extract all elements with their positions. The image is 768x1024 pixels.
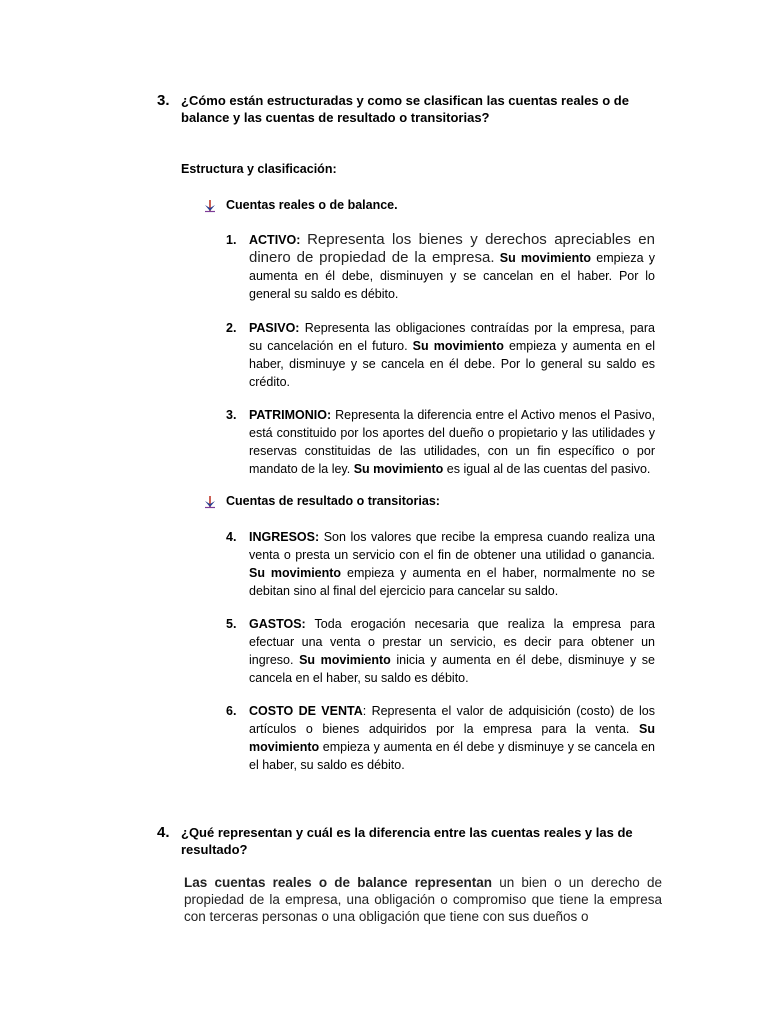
item-term: GASTOS: [249, 617, 306, 631]
item-number: 2. [226, 321, 237, 335]
arrow-bullet-icon [203, 199, 217, 213]
movement-label: Su movimiento [299, 653, 391, 667]
item-term: ACTIVO: [249, 233, 301, 247]
item-body [249, 528, 655, 600]
bullet-label: Cuentas reales o de balance. [226, 198, 398, 212]
item-movement: empieza y aumenta en él debe y disminuye y se cancela en el haber, su saldo es débito. [249, 740, 655, 772]
item-term: PASIVO: [249, 321, 300, 335]
item-description: Representa los bienes y derechos apreciables en dinero de propiedad de la empresa. [249, 231, 655, 266]
item-description: Representa el valor de adquisición (costo) de los artículos o bienes adquiridos por la empresa para la venta. [249, 704, 656, 736]
structure-heading: Estructura y clasificación: [181, 162, 337, 176]
item-term: COSTO DE VENTA [249, 704, 363, 718]
question-number: 3. [157, 92, 170, 109]
item-number: 3. [226, 408, 237, 422]
item-body [249, 231, 655, 303]
item-description: Representa las obligaciones contraídas por la empresa, para su cancelación en el futuro. [249, 321, 655, 353]
item-movement: empieza y aumenta en él debe, disminuyen y se cancelan en el haber. Por lo general su saldo es débito. [249, 251, 655, 301]
item-body [249, 702, 655, 774]
question-text: ¿Qué representan y cuál es la diferencia entre las cuentas reales y las de resultado? [181, 825, 633, 857]
item-term: PATRIMONIO: [249, 408, 332, 422]
movement-label: Su movimiento [499, 251, 592, 265]
movement-label: Su movimiento [249, 722, 655, 754]
movement-label: Su movimiento [353, 462, 444, 476]
item-term-suffix: : [362, 704, 367, 718]
movement-label: Su movimiento [249, 566, 342, 580]
item-description: Representa la diferencia entre el Activo menos el Pasivo, está constituido por los aportes del dueño o propietario y las utilidades y reservas constituidas de las utilidades, con un fin específico o por mandato de la ley. [249, 408, 655, 476]
bullet-label: Cuentas de resultado o transitorias: [226, 494, 440, 508]
item-description: Toda erogación necesaria que realiza la empresa para efectuar una venta o prestar un servicio, es decir para obtener un ingreso. [249, 617, 656, 667]
item-movement: inicia y aumenta en él debe, disminuye y se cancela en el haber, su saldo es débito. [249, 653, 655, 685]
item-movement: es igual al de las cuentas del pasivo. [446, 462, 651, 476]
answer-4-paragraph [184, 874, 662, 925]
item-number: 6. [226, 704, 237, 718]
item-number: 5. [226, 617, 237, 631]
item-number: 4. [226, 530, 237, 544]
item-term: INGRESOS: [249, 530, 320, 544]
question-number: 4. [157, 824, 170, 841]
item-body [249, 319, 655, 391]
item-description: Son los valores que recibe la empresa cuando realiza una venta o presta un servicio con el fin de obtener una utilidad o ganancia. [249, 530, 655, 562]
item-body [249, 615, 655, 687]
item-movement: empieza y aumenta en el haber, normalmente no se debitan sino al final del ejercicio para cancelar su saldo. [249, 566, 656, 598]
item-movement: empieza y aumenta en el haber, disminuye y se cancela en él debe. Por lo general su saldo es crédito. [249, 339, 655, 389]
question-text: ¿Cómo están estructuradas y como se clasifican las cuentas reales o de balance y las cuentas de resultado o transitorias? [181, 93, 629, 125]
movement-label: Su movimiento [412, 339, 504, 353]
answer-lead: Las cuentas reales o de balance representan [184, 875, 492, 890]
item-number: 1. [226, 233, 237, 247]
item-body [249, 406, 655, 478]
arrow-bullet-icon [203, 495, 217, 509]
answer-text: un bien o un derecho de propiedad de la empresa, una obligación o compromiso que tiene la empresa con terceras personas o una obligación que tiene con sus dueños o [184, 875, 662, 924]
